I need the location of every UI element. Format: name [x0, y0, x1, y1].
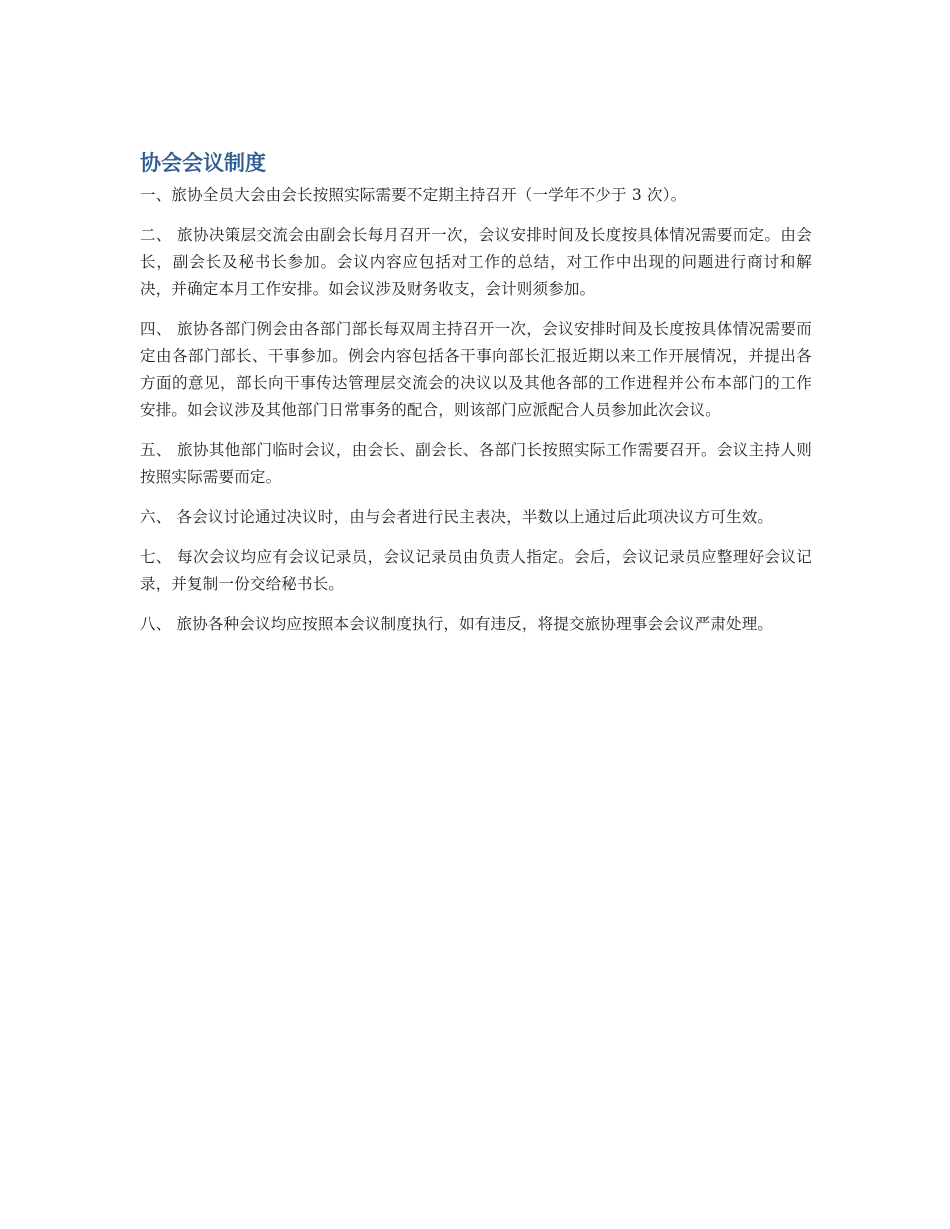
paragraph-2: 二、 旅协决策层交流会由副会长每月召开一次，会议安排时间及长度按具体情况需要而定。由会长，副会长及秘书长参加。会议内容应包括对工作的总结，对工作中出现的问题进行商讨和解决，并确定本月工作安排。如会议涉及财务收支，会计则须参加。	[140, 226, 812, 298]
document-page	[140, 148, 812, 651]
paragraph-5: 五、 旅协其他部门临时会议，由会长、副会长、各部门长按照实际工作需要召开。会议主持人则按照实际需要而定。	[140, 441, 812, 486]
paragraph-1: 一、旅协全员大会由会长按照实际需要不定期主持召开（一学年不少于 3 次）。	[140, 186, 687, 204]
paragraph-7: 七、 每次会议均应有会议记录员，会议记录员由负责人指定。会后，会议记录员应整理好会议记录，并复制一份交给秘书长。	[140, 548, 812, 593]
paragraph-6: 六、 各会议讨论通过决议时，由与会者进行民主表决，半数以上通过后此项决议方可生效。	[140, 508, 774, 526]
paragraph-4: 四、 旅协各部门例会由各部门部长每双周主持召开一次，会议安排时间及长度按具体情况需要而定由各部门部长、干事参加。例会内容包括各干事向部长汇报近期以来工作开展情况，并提出各方面的意见，部长向干事传达管理层交流会的决议以及其他各部的工作进程并公布本部门的工作安排。如会议涉及其他部门日常事务的配合，则该部门应派配合人员参加此次会议。	[140, 320, 812, 419]
paragraph-8: 八、 旅协各种会议均应按照本会议制度执行，如有违反，将提交旅协理事会会议严肃处理。	[140, 615, 774, 633]
document-title: 协会会议制度	[140, 151, 266, 175]
